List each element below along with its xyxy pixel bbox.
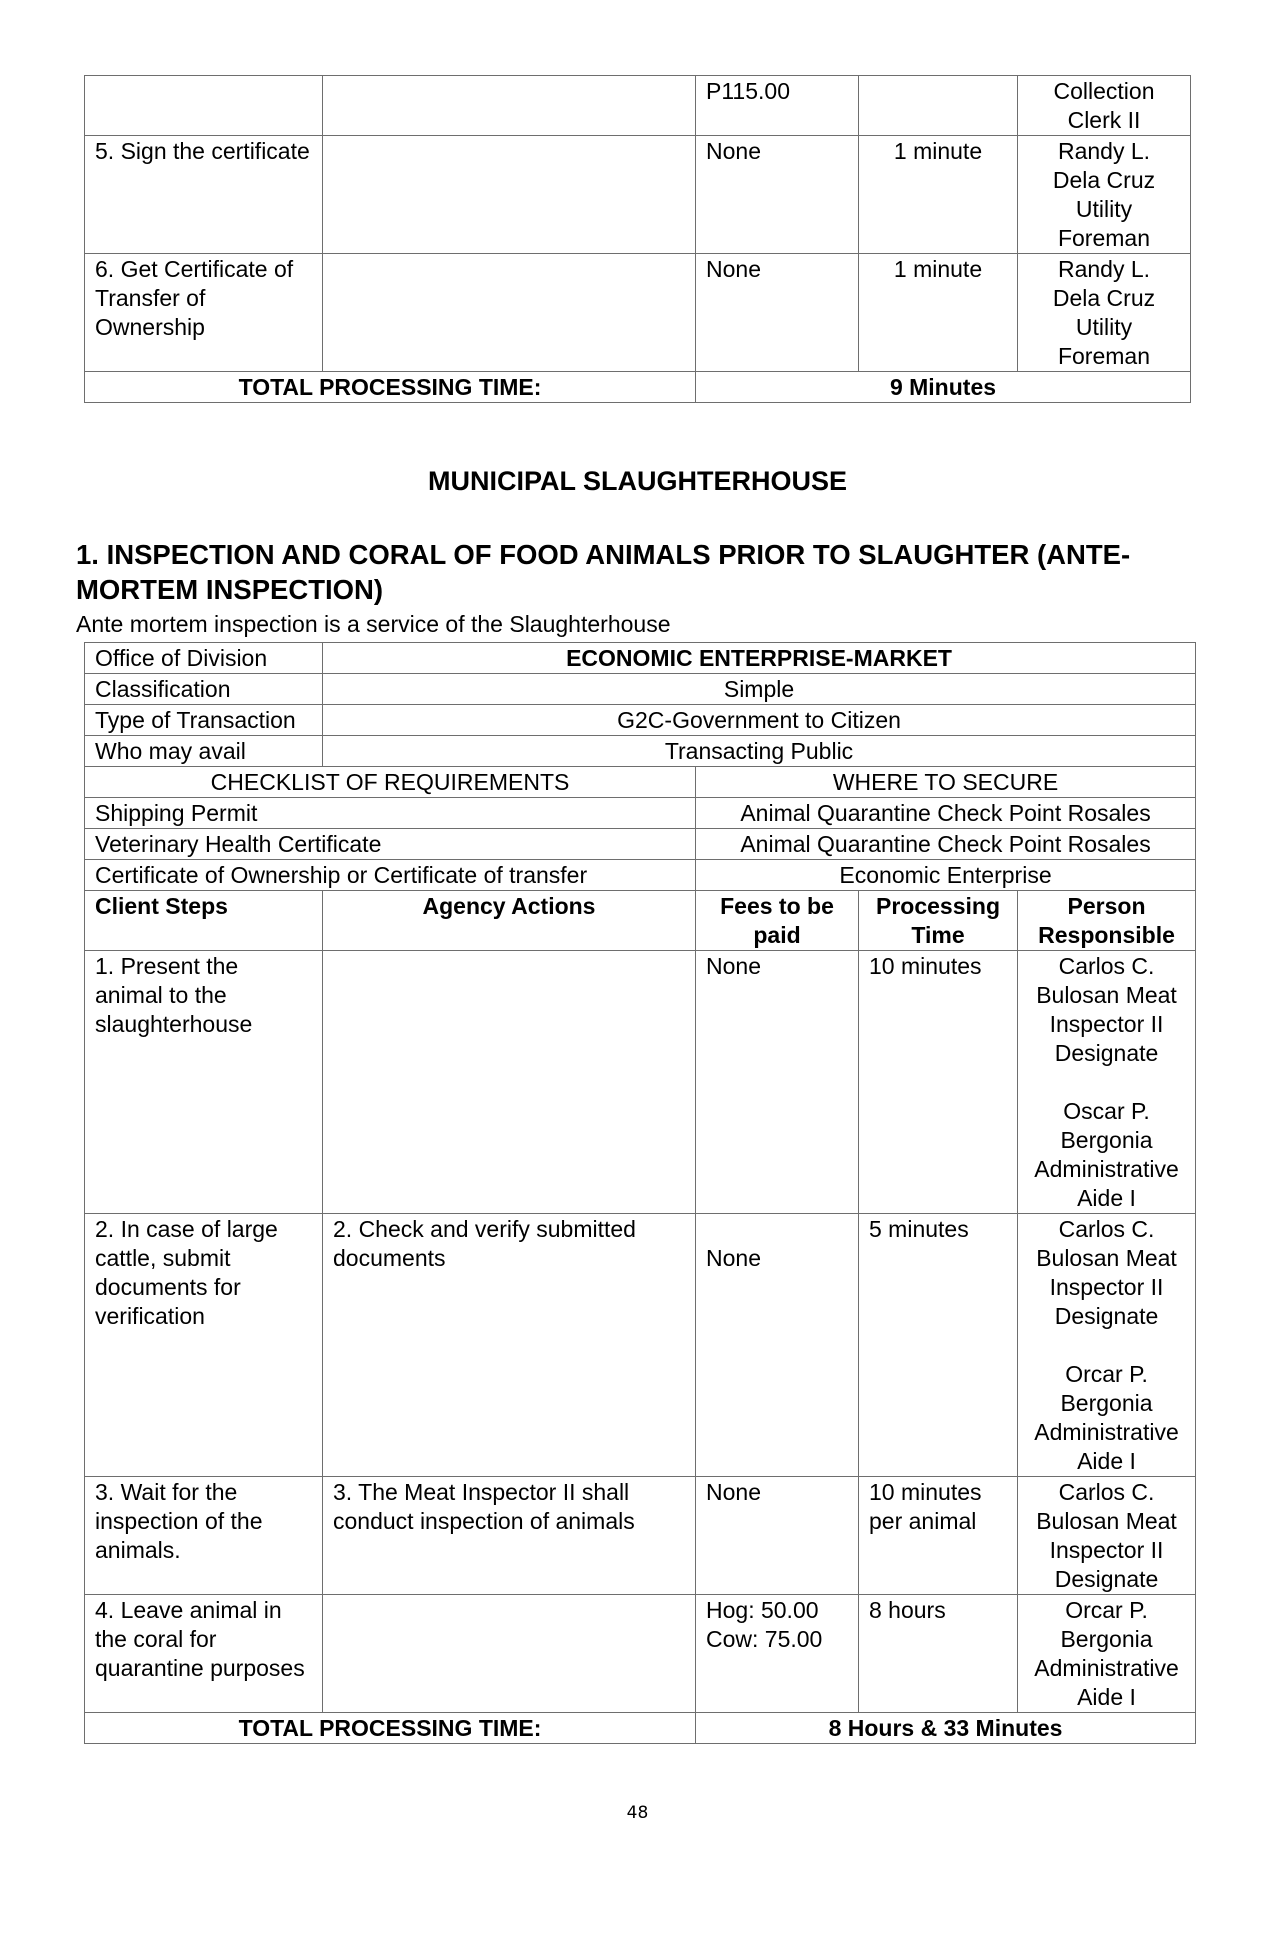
person-line: Bulosan Meat [1036, 1508, 1177, 1534]
client-step-cell: 1. Present the animal to the slaughterhouse [85, 951, 323, 1214]
person-line: Aide I [1077, 1448, 1136, 1474]
processing-time-header: Processing Time [859, 891, 1018, 951]
fee-cow: Cow: 75.00 [706, 1626, 823, 1652]
requirement-where: Animal Quarantine Check Point Rosales [696, 829, 1196, 860]
requirement-item: Veterinary Health Certificate [85, 829, 696, 860]
fee-cell: None [696, 136, 859, 254]
processing-time-cell: 10 minutes [859, 951, 1018, 1214]
fees-cell [696, 1595, 859, 1713]
requirement-row [85, 798, 1196, 829]
person-line: Dela Cruz [1052, 167, 1156, 193]
person-line: Bergonia [1060, 1626, 1153, 1652]
agency-action-cell [323, 1595, 696, 1713]
total-label: TOTAL PROCESSING TIME: [85, 372, 696, 403]
step-row [85, 1477, 1196, 1595]
processing-time-cell: 10 minutes per animal [859, 1477, 1018, 1595]
requirement-row [85, 829, 1196, 860]
info-row [85, 674, 1196, 705]
info-value: Transacting Public [323, 736, 1196, 767]
requirement-where: Economic Enterprise [696, 860, 1196, 891]
person-line: Carlos C. [1058, 1479, 1155, 1505]
person-line: Randy L. [1057, 256, 1151, 282]
person-line: Aide I [1077, 1185, 1136, 1211]
person-line: Bergonia [1060, 1390, 1153, 1416]
service-title-line: MORTEM INSPECTION) [76, 574, 384, 605]
total-value: 8 Hours & 33 Minutes [696, 1713, 1196, 1744]
person-responsible-cell [1018, 254, 1191, 372]
time-cell: 1 minute [859, 136, 1018, 254]
person-line: Randy L. [1057, 138, 1151, 164]
person-line: Bulosan Meat [1036, 982, 1177, 1008]
person-line: Administrative [1034, 1156, 1179, 1182]
fees-header: Fees to be paid [696, 891, 859, 951]
service-title-line: 1. INSPECTION AND CORAL OF FOOD ANIMALS PRIOR TO SLAUGHTER (ANTE- [76, 539, 1131, 570]
total-value: 9 Minutes [696, 372, 1191, 403]
person-line: Carlos C. [1058, 1216, 1155, 1242]
info-value: G2C-Government to Citizen [323, 705, 1196, 736]
info-value: Simple [323, 674, 1196, 705]
person-line: Foreman [1057, 225, 1151, 251]
total-row [85, 1713, 1196, 1744]
person-line: Clerk II [1067, 107, 1141, 133]
person-line: Bulosan Meat [1036, 1245, 1177, 1271]
person-line: Administrative [1034, 1419, 1179, 1445]
client-step-cell: 2. In case of large cattle, submit documents for verification [85, 1214, 323, 1477]
person-line: Inspector II [1049, 1537, 1164, 1563]
person-line: Collection [1053, 78, 1155, 104]
person-line: Carlos C. [1058, 953, 1155, 979]
person-line: Designate [1054, 1303, 1159, 1329]
previous-service-table [84, 75, 1191, 403]
person-responsible-cell [1018, 136, 1191, 254]
table-row [85, 76, 1191, 136]
person-responsible-cell [1018, 76, 1191, 136]
person-line: Designate [1054, 1040, 1159, 1066]
agency-actions-header: Agency Actions [323, 891, 696, 951]
agency-action-cell [323, 76, 696, 136]
info-label: Who may avail [85, 736, 323, 767]
person-line: Dela Cruz [1052, 285, 1156, 311]
fee-hog: Hog: 50.00 [706, 1597, 819, 1623]
processing-time-cell: 5 minutes [859, 1214, 1018, 1477]
person-responsible-cell [1018, 951, 1196, 1214]
person-line: Utility [1075, 314, 1133, 340]
service-charter-table [84, 642, 1196, 1744]
service-description: Ante mortem inspection is a service of the Slaughterhouse [76, 611, 671, 637]
requirement-item: Shipping Permit [85, 798, 696, 829]
step-row [85, 951, 1196, 1214]
person-line: Inspector II [1049, 1274, 1164, 1300]
agency-action-cell [323, 254, 696, 372]
agency-action-cell: 3. The Meat Inspector II shall conduct inspection of animals [323, 1477, 696, 1595]
service-title [76, 537, 1206, 607]
fee-cell: None [696, 254, 859, 372]
person-line: Aide I [1077, 1684, 1136, 1710]
person-line: Orcar P. [1065, 1597, 1148, 1623]
agency-action-cell [323, 136, 696, 254]
step-row [85, 1214, 1196, 1477]
table-row [85, 254, 1191, 372]
info-value: ECONOMIC ENTERPRISE-MARKET [323, 643, 1196, 674]
time-cell: 1 minute [859, 254, 1018, 372]
steps-header-row [85, 891, 1196, 951]
requirements-header-row [85, 767, 1196, 798]
time-cell [859, 76, 1018, 136]
fee-cell: P115.00 [696, 76, 859, 136]
person-responsible-cell [1018, 1477, 1196, 1595]
fees-cell [696, 1214, 859, 1477]
info-label: Classification [85, 674, 323, 705]
person-responsible-cell [1018, 1595, 1196, 1713]
person-line: Utility [1075, 196, 1133, 222]
info-row [85, 736, 1196, 767]
client-step-cell: 5. Sign the certificate [85, 136, 323, 254]
agency-action-cell [323, 951, 696, 1214]
requirement-where: Animal Quarantine Check Point Rosales [696, 798, 1196, 829]
client-steps-header: Client Steps [85, 891, 323, 951]
person-line: Inspector II [1049, 1011, 1164, 1037]
client-step-cell [85, 76, 323, 136]
fees-value: None [706, 1245, 761, 1271]
step-row [85, 1595, 1196, 1713]
fees-cell: None [696, 951, 859, 1214]
client-step-cell: 6. Get Certificate of Transfer of Ownership [85, 254, 323, 372]
page-number: 48 [626, 1803, 649, 1823]
person-responsible-header: Person Responsible [1018, 891, 1196, 951]
info-label: Type of Transaction [85, 705, 323, 736]
fees-cell: None [696, 1477, 859, 1595]
person-line: Foreman [1057, 343, 1151, 369]
agency-action-cell: 2. Check and verify submitted documents [323, 1214, 696, 1477]
requirement-row [85, 860, 1196, 891]
total-row [85, 372, 1191, 403]
person-line: Designate [1054, 1566, 1159, 1592]
person-line: Orcar P. [1065, 1361, 1148, 1387]
person-responsible-cell [1018, 1214, 1196, 1477]
requirements-header: CHECKLIST OF REQUIREMENTS [85, 767, 696, 798]
table-row [85, 136, 1191, 254]
person-line: Administrative [1034, 1655, 1179, 1681]
person-line: Oscar P. [1063, 1098, 1150, 1124]
section-title: MUNICIPAL SLAUGHTERHOUSE [427, 466, 847, 496]
client-step-cell: 4. Leave animal in the coral for quarantine purposes [85, 1595, 323, 1713]
person-line: Bergonia [1060, 1127, 1153, 1153]
info-row [85, 705, 1196, 736]
info-label: Office of Division [85, 643, 323, 674]
where-to-secure-header: WHERE TO SECURE [696, 767, 1196, 798]
total-label: TOTAL PROCESSING TIME: [85, 1713, 696, 1744]
info-row [85, 643, 1196, 674]
client-step-cell: 3. Wait for the inspection of the animals. [85, 1477, 323, 1595]
requirement-item: Certificate of Ownership or Certificate of transfer [85, 860, 696, 891]
processing-time-cell: 8 hours [859, 1595, 1018, 1713]
